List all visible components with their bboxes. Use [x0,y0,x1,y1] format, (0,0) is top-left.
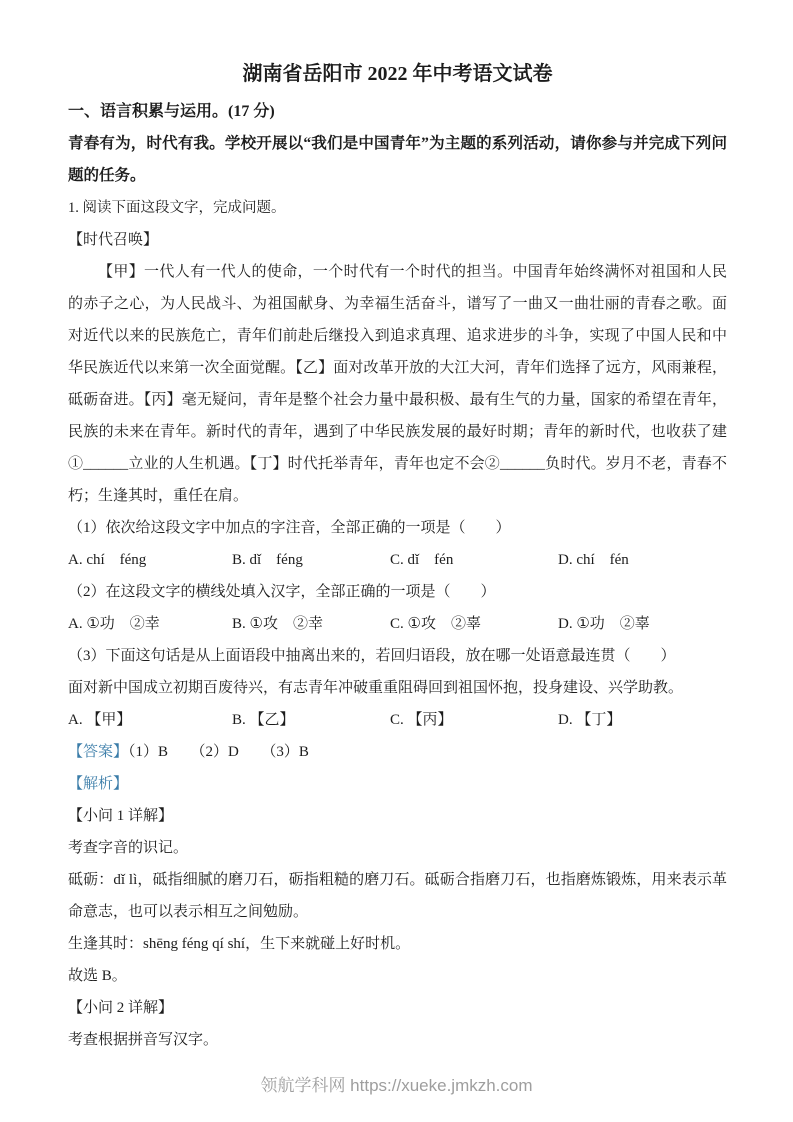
option-b: B. ①攻 ②幸 [232,616,323,632]
option-b: B. dǐ féng [232,552,303,568]
sub-question-2-stem: （2）在这段文字的横线处填入汉字，全部正确的一项是（ ） [68,584,496,600]
option-c: C. ①攻 ②辜 [390,616,481,632]
passage-paragraph [68,256,727,512]
sub-question-3-stem: （3）下面这句话是从上面语段中抽离出来的，若回归语段，放在哪一处语意最连贯（ ） [68,648,676,664]
answer-text: （1）B （2）D （3）B [128,744,309,760]
sub-question-2-options [68,608,727,640]
analysis-paragraph: 生逢其时：shēng féng qí shí，生下来就碰上好时机。 [68,936,411,952]
inserted-sentence: 面对新中国成立初期百废待兴，有志青年冲破重重阻碍回到祖国怀抱，投身建设、兴学助教。 [68,680,684,696]
option-a: A. chí féng [68,552,147,568]
passage-text: 【甲】一代人有一代人的使命，一个时代有一个时代的担当。中国青年始终满怀对祖国和人民的赤子之心，为人民战斗、为祖国献身、为幸福生活奋斗，谱写了一曲又一曲壮丽的青春之歌。面对近代以来的民族危亡，青年们前赴后继投入到追求真理、追求进步的斗争，实现了中国人民和中华民族近代以来第一次全面觉醒。【乙】面对改革开放的大江大河，青年们选择了远方，风雨兼程， [68,264,727,376]
option-a: A. 【甲】 [68,712,132,728]
analysis-paragraph: 考查根据拼音写汉字。 [68,1032,219,1048]
option-d: D. chí fén [558,552,629,568]
answer-blank: ______ [499,456,545,472]
sub-question-3-options [68,704,727,736]
option-a: A. ①功 ②幸 [68,616,160,632]
answer-blank: ______ [83,456,129,472]
passage-text: 负时代。岁月不老，青春不朽；生 [68,456,727,504]
sub-question-1-stem: （1）依次给这段文字中加点的字注音，全部正确的一项是（ ） [68,520,511,536]
answer-line [68,736,727,768]
emphasis-dot-char: 逢 • [113,488,128,504]
analysis-paragraph: 考查字音的识记。 [68,840,189,856]
passage-text: 砺奋进。【丙】毫无疑问，青年是整个社会力量中最积极、最有生气的力量，国家的希望在青年，民族的未来在青年。新时代的青年，遇到了中华民族发展的最好时期；青年的新时代，也收获了建① [68,392,727,472]
sub2-heading: 【小问 2 详解】 [68,1000,174,1016]
option-c: C. dǐ fén [390,552,454,568]
question-1-lead: 1. 阅读下面这段文字，完成问题。 [68,200,286,216]
option-c: C. 【丙】 [390,712,453,728]
sub1-heading: 【小问 1 详解】 [68,808,174,824]
answer-label: 【答案】 [68,744,129,760]
site-watermark: 领航学科网 https://xueke.jmkzh.com [260,1076,533,1095]
passage-text: 其时，重任在肩。 [128,488,249,504]
intro-paragraph: 青春有为，时代有我。学校开展以“我们是中国青年”为主题的系列活动，请你参与并完成下列问题的任务。 [68,135,727,184]
analysis-line [68,768,727,800]
option-d: D. ①功 ②辜 [558,616,650,632]
analysis-paragraph: 故选 B。 [68,968,127,984]
analysis-label: 【解析】 [68,776,129,792]
option-d: D. 【丁】 [558,712,622,728]
passage-text: 立业的人生机遇。【丁】时代托举青年，青年也定不会② [128,456,500,472]
emphasis-dot-char: 砥 • [68,392,83,408]
option-b: B. 【乙】 [232,712,295,728]
section-heading: 一、语言积累与运用。(17 分) [68,103,275,120]
analysis-paragraph: 砥砺：dǐ lì，砥指细腻的磨刀石，砺指粗糙的磨刀石。砥砺合指磨刀石，也指磨炼锻炼，用来表示革命意志，也可以表示相互之间勉励。 [68,872,727,920]
passage-tag: 【时代召唤】 [68,232,159,248]
sub-question-1-options [68,544,727,576]
page-title: 湖南省岳阳市 2022 年中考语文试卷 [242,63,553,85]
